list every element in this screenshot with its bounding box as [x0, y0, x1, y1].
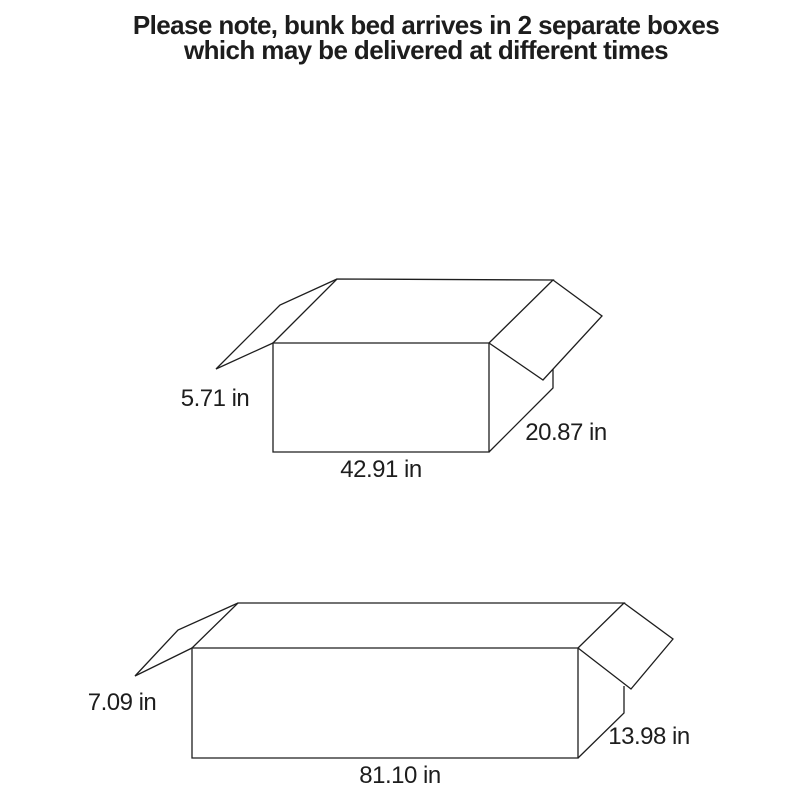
box-1-width-label: 42.91 in [340, 456, 422, 483]
box-1-right-flap [489, 280, 602, 380]
box-1-left-flap [216, 279, 337, 369]
box-2-depth-label: 13.98 in [608, 723, 690, 750]
box-1-front-face [273, 343, 489, 452]
box-2-height-label: 7.09 in [87, 689, 157, 716]
box-1-depth-label: 20.87 in [525, 419, 607, 446]
delivery-note-line2: which may be delivered at different times [184, 35, 668, 65]
box-2-left-flap [135, 603, 238, 676]
delivery-note-line1: Please note, bunk bed arrives in 2 separate boxes [132, 10, 720, 40]
box-2-right-flap [578, 603, 673, 689]
box-2-front-face [192, 648, 578, 758]
box-1-height-label: 5.71 in [180, 385, 250, 412]
box-2-width-label: 81.10 in [359, 762, 441, 789]
box-2-opening [192, 603, 624, 648]
